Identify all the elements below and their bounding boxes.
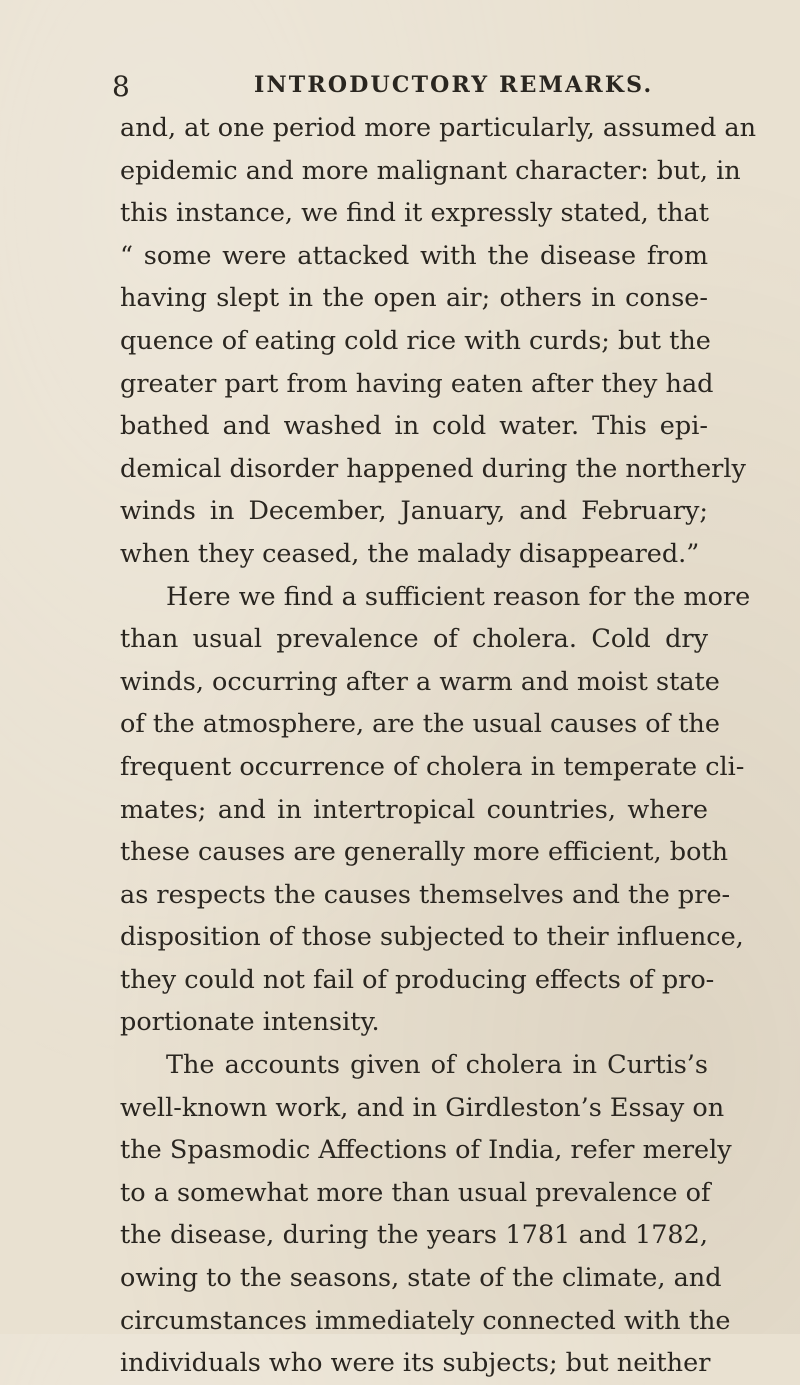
text-line: bathed and washed in cold water. This epi- (120, 411, 708, 442)
text-line: the disease, during the years 1781 and 1782, (120, 1220, 708, 1251)
page-number: 8 (112, 70, 130, 103)
text-line: than usual prevalence of cholera. Cold dry (120, 624, 708, 655)
text-line: winds, occurring after a warm and moist state (120, 666, 720, 697)
text-line: of the atmosphere, are the usual causes of the (120, 709, 720, 740)
text-line: the Spasmodic Affections of India, refer merely (120, 1135, 732, 1166)
text-line: having slept in the open air; others in conse- (120, 283, 708, 314)
text-line: well-known work, and in Girdleston’s Essay on (120, 1092, 725, 1123)
text-line: mates; and in intertropical countries, where (120, 794, 708, 825)
text-line: “ some were attacked with the disease from (120, 240, 708, 271)
text-line: frequent occurrence of cholera in temperate cli- (120, 751, 745, 782)
text-line: disposition of those subjected to their influence, (120, 922, 744, 953)
text-line: they could not fail of producing effects of pro- (120, 964, 715, 995)
text-line: circumstances immediately connected with the (120, 1305, 731, 1336)
paragraph (120, 107, 757, 576)
text-line: Here we find a sufficient reason for the more (166, 581, 751, 612)
text-line: and, at one period more particularly, assumed an (120, 113, 757, 143)
text-line: when they ceased, the malady disappeared.” (120, 538, 700, 569)
text-line: winds in December, January, and February; (120, 496, 708, 527)
text-line: individuals who were its subjects; but neither (120, 1348, 711, 1379)
text-line: epidemic and more malignant character: but, in (120, 155, 741, 186)
text-line: portionate intensity. (120, 1007, 380, 1038)
text-line: greater part from having eaten after they had (120, 368, 714, 399)
text-line: The accounts given of cholera in Curtis’s (166, 1050, 708, 1081)
text-line: this instance, we find it expressly stated, that (120, 198, 709, 229)
paragraph (120, 576, 751, 1045)
page-header (112, 70, 712, 110)
text-line: quence of eating cold rice with curds; but the (120, 325, 711, 356)
body-text (120, 107, 757, 1385)
text-line: demical disorder happened during the northerly (120, 453, 746, 484)
running-head: INTRODUCTORY REMARKS. (254, 72, 654, 98)
text-line: these causes are generally more efficient, both (120, 837, 729, 868)
text-line: owing to the seasons, state of the climate, and (120, 1263, 722, 1294)
text-line: to a somewhat more than usual prevalence of (120, 1177, 711, 1208)
text-line: as respects the causes themselves and the pre- (120, 879, 731, 910)
